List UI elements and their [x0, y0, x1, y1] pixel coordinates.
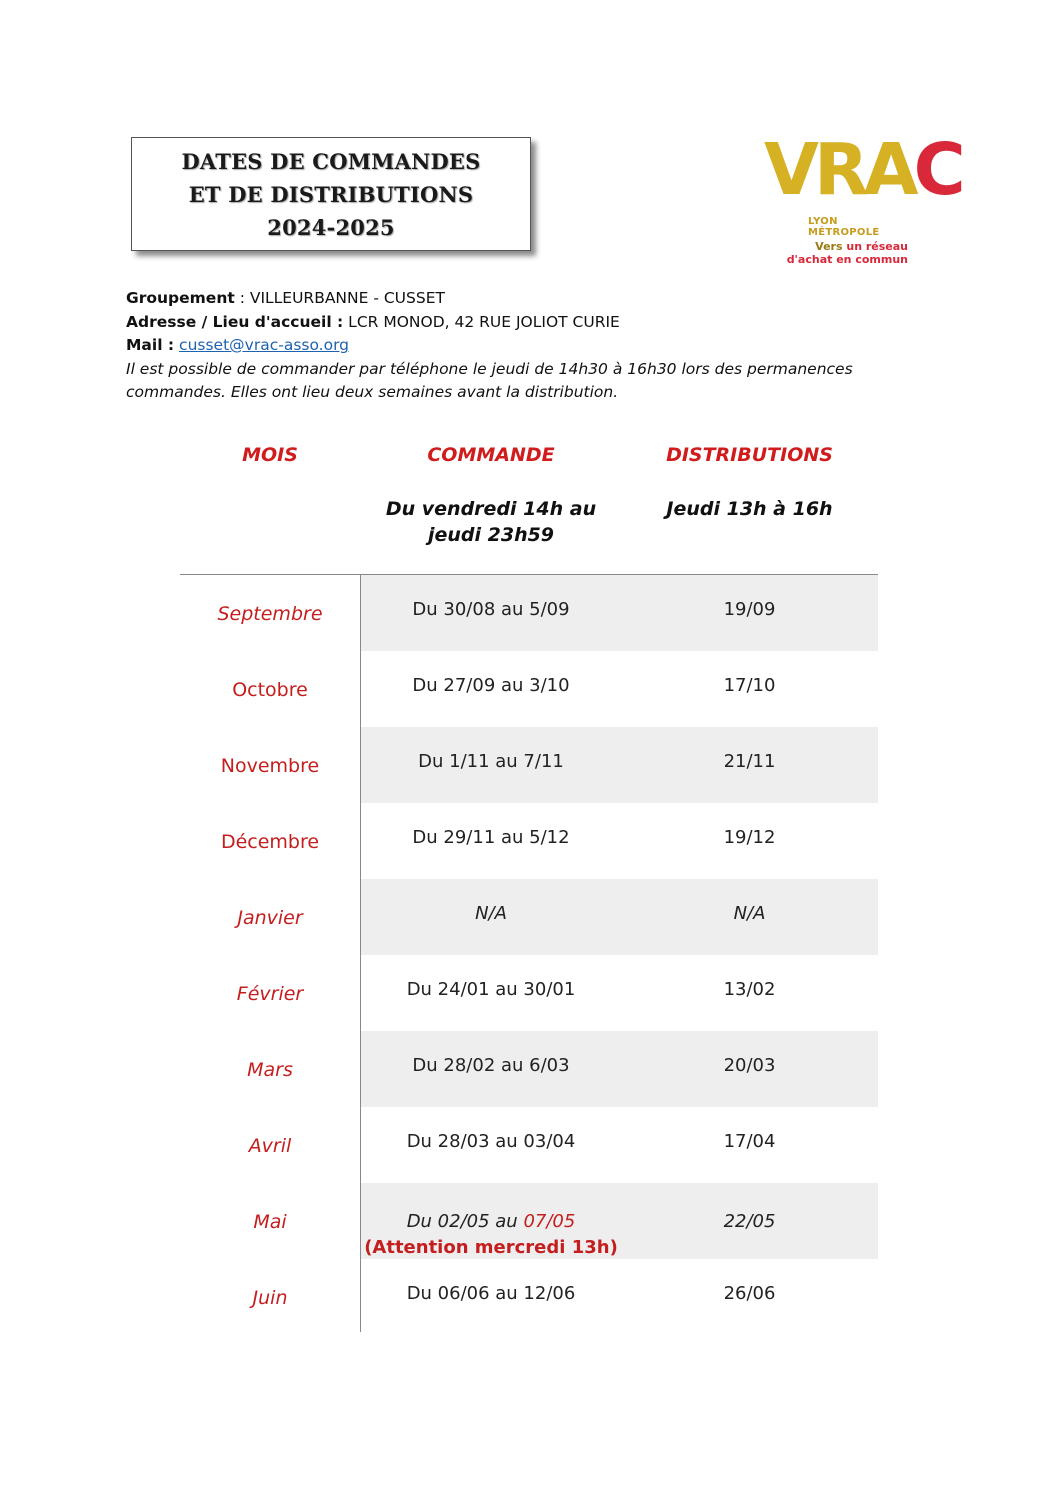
month-cell: Décembre — [220, 831, 320, 853]
logo-wordmark: VRAC — [764, 128, 961, 211]
header-distributions: DISTRIBUTIONS — [666, 444, 833, 466]
distribution-cell: 22/05 — [723, 1211, 776, 1232]
groupement-line: Groupement : VILLEURBANNE - CUSSET — [126, 289, 445, 307]
commande-cell: N/A — [475, 903, 507, 924]
table-row — [180, 1259, 878, 1335]
title-line-1: DATES DE COMMANDES — [181, 148, 481, 174]
distribution-cell: 19/09 — [723, 599, 776, 620]
mail-line: Mail : cusset@vrac-asso.org — [126, 336, 350, 354]
logo-subtitle: LYON MÉTROPOLE — [808, 216, 880, 238]
subheader-distributions: Jeudi 13h à 16h — [666, 498, 833, 520]
month-cell: Septembre — [217, 603, 323, 625]
month-cell: Avril — [248, 1135, 292, 1157]
distribution-cell: N/A — [733, 903, 766, 924]
commande-cell: Du 24/01 au 30/01 — [406, 979, 576, 1000]
table-row — [180, 803, 878, 879]
phone-order-note: Il est possible de commander par téléphone le jeudi de 14h30 à 16h30 lors des permanences commandes. Elles ont lieu deux semaines avant la distribution. — [126, 359, 853, 401]
commande-cell: Du 27/09 au 3/10 — [412, 675, 570, 696]
table-row — [180, 955, 878, 1031]
commande-cell: Du 1/11 au 7/11 — [418, 751, 564, 772]
info-block — [126, 287, 946, 405]
adresse-line: Adresse / Lieu d'accueil : LCR MONOD, 42 RUE JOLIOT CURIE — [126, 312, 620, 331]
header-commande: COMMANDE — [427, 444, 555, 466]
month-cell: Janvier — [237, 907, 303, 929]
table-row — [180, 1107, 878, 1183]
title-line-2: ET DE DISTRIBUTIONS — [188, 181, 474, 207]
commande-cell: Du 28/03 au 03/04 — [406, 1131, 576, 1152]
commande-cell: Du 29/11 au 5/12 — [412, 827, 570, 848]
commande-cell: Du 30/08 au 5/09 — [412, 599, 570, 620]
distribution-cell: 20/03 — [723, 1055, 776, 1076]
distribution-cell: 17/10 — [723, 675, 776, 696]
distribution-cell: 13/02 — [723, 979, 776, 1000]
table-column-divider — [360, 574, 361, 1332]
alert-note: (Attention mercredi 13h) — [364, 1237, 618, 1258]
mail-link[interactable]: cusset@vrac-asso.org — [179, 336, 350, 354]
document-title-box — [131, 137, 531, 251]
commande-cell: Du 02/05 au 07/05 (Attention mercredi 13h) — [361, 1209, 621, 1261]
month-cell: Novembre — [220, 755, 320, 777]
distribution-cell: 26/06 — [723, 1283, 776, 1304]
logo-tagline: Vers un réseau d'achat en commun — [786, 240, 908, 266]
table-row — [180, 575, 878, 651]
distribution-cell: 19/12 — [723, 827, 776, 848]
commande-cell: Du 28/02 au 6/03 — [412, 1055, 570, 1076]
month-cell: Juin — [252, 1287, 288, 1309]
table-row — [180, 651, 878, 727]
table-row — [180, 727, 878, 803]
month-cell: Octobre — [232, 679, 308, 701]
subheader-commande: Du vendredi 14h au jeudi 23h59 — [385, 498, 597, 546]
vrac-logo — [764, 128, 961, 270]
commande-cell: Du 06/06 au 12/06 — [406, 1283, 576, 1304]
header-mois: MOIS — [242, 444, 298, 466]
table-row — [180, 1183, 878, 1259]
distribution-cell: 21/11 — [723, 751, 776, 772]
month-cell: Mars — [247, 1059, 293, 1081]
title-line-3: 2024-2025 — [267, 214, 395, 240]
schedule-table — [180, 575, 878, 1335]
month-cell: Mai — [253, 1211, 287, 1233]
distribution-cell: 17/04 — [723, 1131, 776, 1152]
month-cell: Février — [236, 983, 304, 1005]
table-row — [180, 879, 878, 955]
table-row — [180, 1031, 878, 1107]
